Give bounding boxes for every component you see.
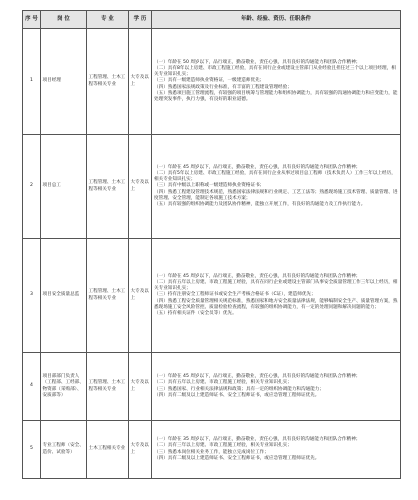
row-requirements	[152, 135, 401, 239]
table-row	[23, 421, 401, 479]
row-education: 大专及以上	[129, 135, 152, 239]
row-post: 项目部部门负责人（工程部、工经部、物资部（采购部）、安质部等）	[41, 353, 87, 421]
row-post: 项目总工	[41, 135, 87, 239]
requirement-item: （二）具有五年以上房建、市政工程施工经验，相关专业知识扎实；	[154, 380, 292, 386]
requirement-item: （一）年龄在 45 周岁以下，品行端正，勤奋敬业，责任心强，具有良好的沟通能力和团队合作精神；	[154, 274, 361, 280]
header-requirements: 年龄、经验、资历、任职条件	[152, 11, 401, 29]
header-major: 专 业	[87, 11, 129, 29]
requirement-item: （三）熟悉本岗位相关业务工作，能独立完成岗位工作；	[154, 449, 269, 455]
table-row	[23, 353, 401, 421]
requirement-item: （三）具有一级建造师执业资格证，一级建造师优先；	[154, 78, 265, 84]
row-number: 5	[23, 421, 41, 479]
row-major: 工程管理、土木工程等相关专业	[87, 353, 129, 421]
row-post: 专业工程师（安全、造价、试验等）	[41, 421, 87, 479]
requirement-item: （二）具有三年以上房建、市政工程施工经验，相关专业知识扎实；	[154, 443, 292, 449]
header-post: 岗 位	[41, 11, 87, 29]
header-education: 学 历	[129, 11, 152, 29]
row-major: 工程管理、土木工程等相关专业	[87, 29, 129, 135]
recruitment-table	[22, 10, 401, 479]
requirement-item: （二）具有8年以上房建、市政工程施工经验，具有在同行企业或建设主管部门从业经验且担任过三个以上项目经理，相关专业知识扎实；	[154, 66, 396, 78]
table-row	[23, 29, 401, 135]
requirement-item: （一）年龄在 35 周岁以下，品行端正，勤奋敬业，责任心强，具有良好的沟通能力和团队合作精神；	[154, 437, 361, 443]
row-post: 项目安全质量总监	[41, 239, 87, 353]
header-no: 序 号	[23, 11, 41, 29]
requirement-item: （一）年龄在 45 周岁以下，品行端正，勤奋敬业，责任心强，具有良好的沟通能力和团队合作精神；	[154, 374, 361, 380]
row-major: 工程管理、土木工程等相关专业	[87, 135, 129, 239]
row-education: 大专及以上	[129, 29, 152, 135]
requirement-item: （五）具有较强的组织协调能力及团队协作精神，能独立开展工作，有良好的沟通能力及工作执行能力。	[154, 201, 366, 207]
requirement-item: （三）熟悉国家、行业相关法律法规和政策；具有一定的组织协调能力和沟通能力；	[154, 386, 324, 392]
row-post: 项目经理	[41, 29, 87, 135]
row-major: 土木工程相关专业	[87, 421, 129, 479]
table-row	[23, 135, 401, 239]
requirement-item: （五）熟悉项目施工管理流程，有较强的项目统筹与管理能力和组织协调能力，具有较强的沟通协调能力和应变能力，能处理突发事件，执行力强，有良好的职业道德。	[154, 90, 398, 102]
requirement-item: （三）持有注册安全工程师证书或安全生产考核合格证书（C证），建造师优先；	[154, 292, 316, 298]
requirement-item: （五）持有相关证件（安全员等）优先。	[154, 310, 237, 316]
row-requirements	[152, 239, 401, 353]
row-requirements	[152, 353, 401, 421]
requirement-item: （一）年龄在 45 周岁以下，品行端正，勤奋敬业，责任心强，具有良好的沟通能力和团队合作精神；	[154, 165, 361, 171]
row-education: 大专及以上	[129, 239, 152, 353]
requirement-item: （二）具有5年以上房建、市政工程施工经验，具有在同行企业从事过项目总工程师（技术负责人）工作三年以上经历，相关专业知识扎实；	[154, 171, 396, 183]
requirement-item: （三）具有中级以上职称或一级建造师执业资格证书；	[154, 183, 265, 189]
row-number: 1	[23, 29, 41, 135]
requirement-item: （四）熟悉工程安全质量管理相关规范标准，熟悉国家和地方安全质量法律法规，能够编制安全生产、质量管理方案，熟悉现场施工安全风险管控、质量检验检查流程，有较强的组织协调能力，有一定的处理问题和解决问题的能力；	[154, 298, 398, 310]
requirement-item: （四）熟悉国家法规政策及行业标准，有丰富的工程建设管理经验；	[154, 84, 292, 90]
requirement-item: （二）具有五年以上房建、市政工程施工经验，具有在同行企业或建设主管部门从事安全质量管理工作三年以上经历，相关专业知识扎实；	[154, 280, 398, 292]
row-education: 大专及以上	[129, 421, 152, 479]
table-row	[23, 239, 401, 353]
requirement-item: （一）年龄在 50 周岁以下，品行端正，勤奋敬业，责任心强，具有良好的沟通能力和团队合作精神；	[154, 60, 361, 66]
recruitment-table-container	[22, 10, 400, 498]
table-header-row	[23, 11, 401, 29]
row-requirements	[152, 29, 401, 135]
requirement-item: （四）具有二级及以上建造师证书、安全工程师证书，或应急管理工程师证优先。	[154, 455, 320, 461]
row-number: 3	[23, 239, 41, 353]
row-number: 2	[23, 135, 41, 239]
row-major: 工程管理、土木工程等相关专业	[87, 239, 129, 353]
row-education: 大专及以上	[129, 353, 152, 421]
requirement-item: （四）具有二级及以上建造师证书、安全工程师证书，或应急管理工程师证优先。	[154, 392, 320, 398]
row-requirements	[152, 421, 401, 479]
row-number: 4	[23, 353, 41, 421]
requirement-item: （四）熟悉工程建设管理技术规范，熟悉国家法律法规和行业规定、工艺工法等；熟悉现场施工技术管理、质量管理、进度管理、安全管理，能制定各项施工技术方案；	[154, 189, 398, 201]
